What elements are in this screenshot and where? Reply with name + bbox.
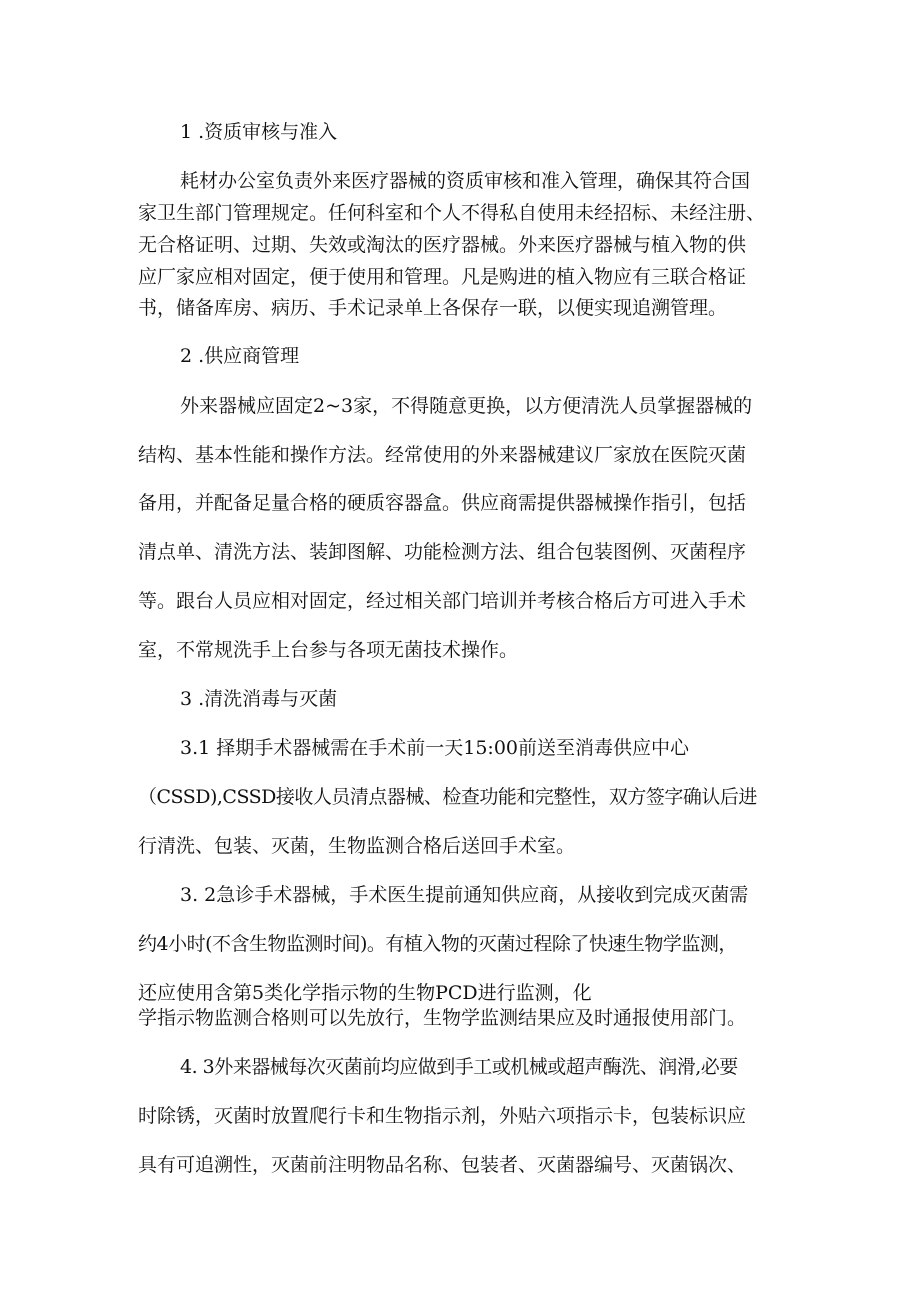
section-2-line: 等。跟台人员应相对固定，经过相关部门培训并考核合格后方可进入手术 bbox=[138, 590, 747, 612]
section-2-heading: 2 .供应商管理 bbox=[180, 345, 300, 367]
section-1-line: 耗材办公室负责外来医疗器械的资质审核和准入管理，确保其符合国 bbox=[180, 170, 751, 192]
section-1-line: 应厂家应相对固定，便于使用和管理。凡是购进的植入物应有三联合格证 bbox=[138, 266, 747, 288]
section-3-3-line: 时除锈，灭菌时放置爬行卡和生物指示剂，外贴六项指示卡，包装标识应 bbox=[138, 1105, 747, 1127]
section-3-2-line: 3. 2急诊手术器械，手术医生提前通知供应商，从接收到完成灭菌需 bbox=[180, 884, 749, 906]
section-1-line: 书，储备库房、病历、手术记录单上各保存一联，以便实现追溯管理。 bbox=[138, 297, 728, 319]
section-2-line: 结构、基本性能和操作方法。经常使用的外来器械建议厂家放在医院灭菌 bbox=[138, 444, 747, 466]
section-3-2-line: 约4小时(不含生物监测时间)。有植入物的灭菌过程除了快速生物学监测， bbox=[138, 933, 737, 955]
section-1-line: 家卫生部门管理规定。任何科室和个人不得私自使用未经招标、未经注册、 bbox=[138, 202, 766, 224]
section-2-line: 备用，并配备足量合格的硬质容器盒。供应商需提供器械操作指引，包括 bbox=[138, 492, 747, 514]
section-3-1-line: 3.1 择期手术器械需在手术前一天15:00前送至消毒供应中心 bbox=[180, 737, 690, 759]
section-1-heading: 1 .资质审核与准入 bbox=[180, 121, 338, 143]
section-3-3-line: 4. 3外来器械每次灭菌前均应做到手工或机械或超声酶洗、润滑,必要 bbox=[180, 1056, 738, 1078]
section-1-line: 无合格证明、过期、失效或淘汰的医疗器械。外来医疗器械与植入物的供 bbox=[138, 234, 747, 256]
section-2-line: 清点单、清洗方法、装卸图解、功能检测方法、组合包装图例、灭菌程序 bbox=[138, 541, 747, 563]
section-2-line: 外来器械应固定2~3家，不得随意更换，以方便清洗人员掌握器械的 bbox=[180, 395, 753, 417]
section-3-heading: 3 .清洗消毒与灭菌 bbox=[180, 688, 338, 710]
section-3-1-line: （CSSD),CSSD接收人员清点器械、检查功能和完整性，双方签字确认后进 bbox=[138, 786, 757, 808]
section-3-1-line: 行清洗、包装、灭菌，生物监测合格后送回手术室。 bbox=[138, 835, 576, 857]
section-3-2-line: 学指示物监测合格则可以先放行，生物学监测结果应及时通报使用部门。 bbox=[138, 1007, 747, 1029]
section-2-line: 室，不常规洗手上台参与各项无菌技术操作。 bbox=[138, 639, 519, 661]
section-3-2-line: 还应使用含第5类化学指示物的生物PCD进行监测，化 bbox=[138, 982, 592, 1004]
section-3-3-line: 具有可追溯性，灭菌前注明物品名称、包装者、灭菌器编号、灭菌锅次、 bbox=[138, 1154, 747, 1176]
